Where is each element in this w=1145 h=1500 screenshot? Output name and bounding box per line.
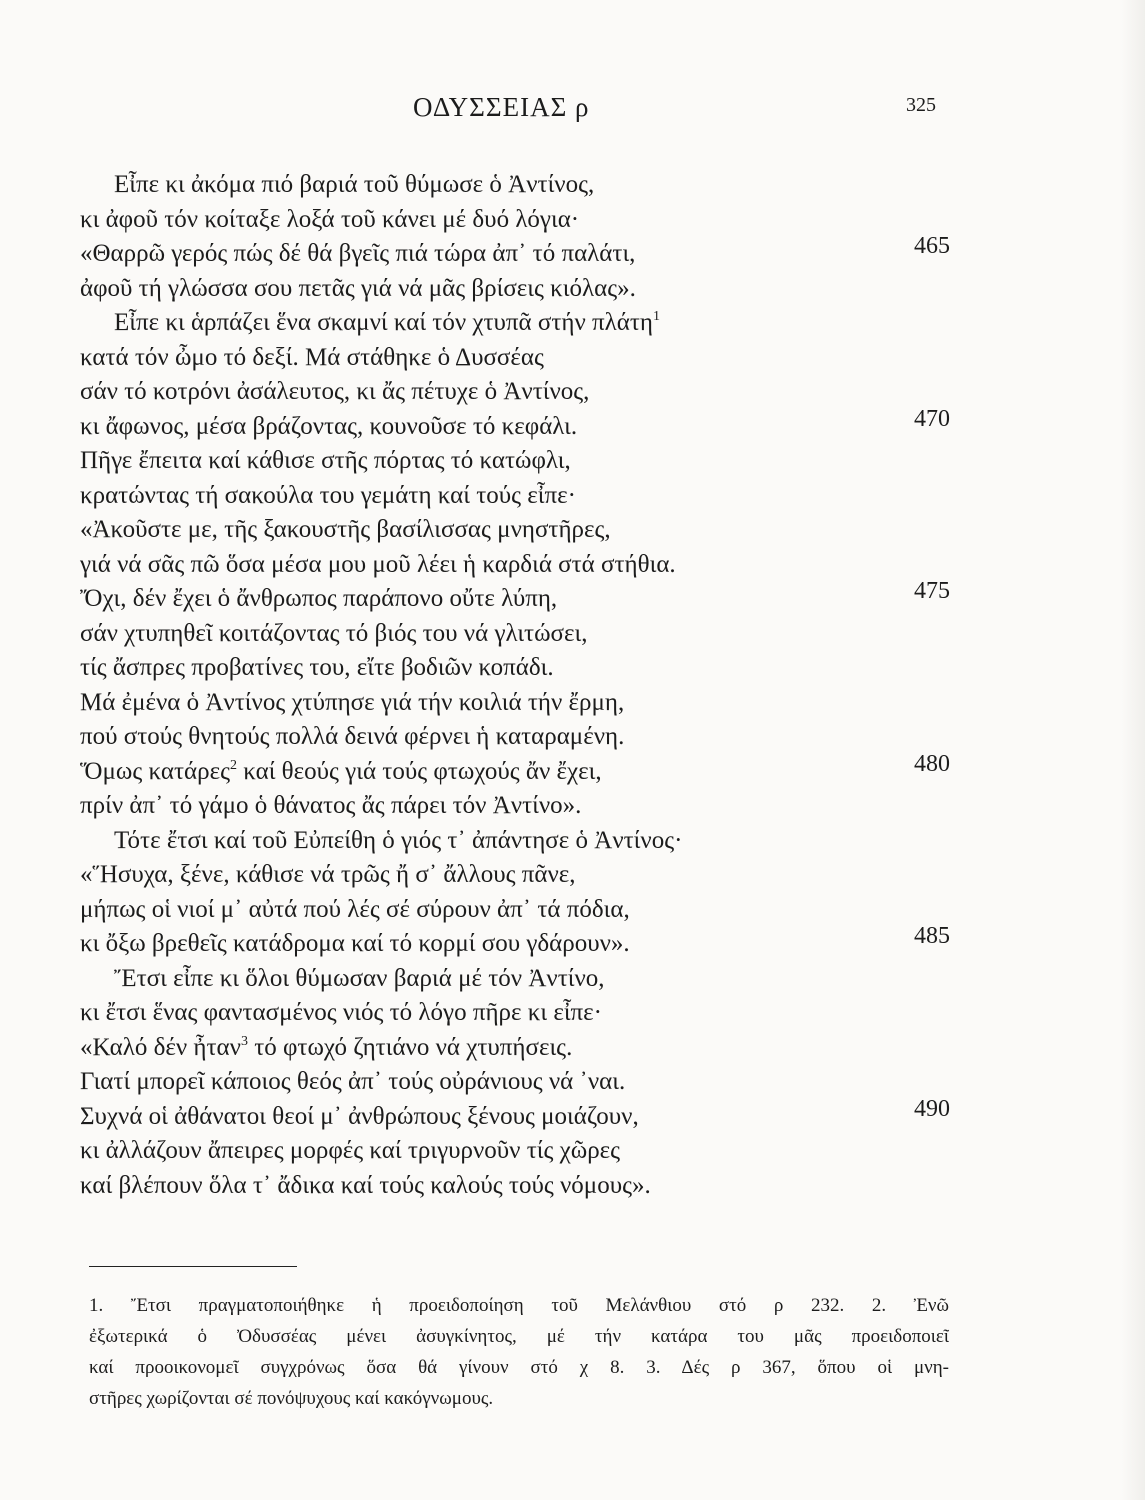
footnote-marker: 3 <box>240 1033 248 1049</box>
verse-line <box>80 1095 960 1135</box>
verse-line <box>80 375 960 410</box>
verse-main-text: Ὄχι, δέν ἔχει ὁ ἄνθρωπος παράπονο οὔτε λύπη, <box>80 585 558 612</box>
verse-line <box>80 617 960 652</box>
verse-text <box>80 965 605 992</box>
verse-text <box>80 378 589 405</box>
verse-text <box>80 344 544 371</box>
verse-text <box>80 482 576 509</box>
verse-main-text: κι ἔτσι ἕνας φαντασμένος νιός τό λόγο πῆρε κι εἶπε· <box>80 999 602 1026</box>
verse-text <box>80 758 602 785</box>
verse-main-text: «Θαρρῶ γερός πώς δέ θά βγεῖς πιά τώρα ἀπ᾽ τό παλάτι, <box>80 240 636 267</box>
verse-main-text: κι ἀφοῦ τόν κοίταξε λοξά τοῦ κάνει μέ δυό λόγια· <box>80 205 580 233</box>
verse-line <box>80 233 960 272</box>
footnote-line: ἐξωτερικά ὁ Ὀδυσσέας μένει ἀσυγκίνητος, μέ τήν κατάρα του μᾶς προειδοποιεῖ <box>89 1326 949 1347</box>
verse-text <box>80 413 577 440</box>
verse-text <box>80 1137 620 1164</box>
verse-main-text: «Ἀκοῦστε με, τῆς ξακουστῆς βασίλισσας μνηστῆρες, <box>80 516 611 543</box>
verse-line <box>80 203 960 238</box>
verse-line <box>80 479 960 514</box>
verse-line <box>80 996 960 1031</box>
verse-line <box>80 651 960 686</box>
verse-main-text: Γιατί μπορεῖ κάποιος θεός ἀπ᾽ τούς οὐράνιους νά ᾽ναι. <box>80 1068 626 1095</box>
verse-main-text: πρίν ἀπ᾽ τό γάμο ὁ θάνατος ἄς πάρει τόν Ἀντίνο». <box>80 792 582 819</box>
verse-line <box>80 272 960 307</box>
footnote-marker: 1 <box>653 309 661 324</box>
verse-text <box>80 206 579 233</box>
verse-main-text: Τότε ἔτσι καί τοῦ Εὐπείθη ὁ γιός τ᾽ ἀπάντησε ὁ Ἀντίνος· <box>114 826 683 854</box>
verse-line <box>80 750 960 790</box>
verse-text <box>80 275 636 302</box>
verse-main-text: Συχνά οἱ ἀθάνατοι θεοί μ᾽ ἀνθρώπους ξένους μοιάζουν, <box>80 1102 639 1130</box>
verse-line <box>80 1169 960 1204</box>
verse-line <box>80 824 960 859</box>
verse-number: 490 <box>914 1095 950 1122</box>
verse-text <box>80 309 660 336</box>
verse-text <box>80 827 682 854</box>
verse-block <box>80 168 960 1203</box>
verse-text <box>80 240 635 267</box>
verse-line <box>80 1065 960 1100</box>
verse-line <box>80 548 960 583</box>
verse-line <box>80 720 960 755</box>
verse-line <box>80 893 960 928</box>
verse-line <box>80 1134 960 1169</box>
verse-text <box>80 171 594 198</box>
verse-number: 485 <box>914 923 950 949</box>
verse-line <box>80 341 960 376</box>
verse-main-text: Εἶπε κι ἁρπάζει ἕνα σκαμνί καί τόν χτυπᾶ στήν πλάτη <box>114 309 654 336</box>
verse-text <box>80 896 630 923</box>
verse-main-text: Μά ἐμένα ὁ Ἀντίνος χτύπησε γιά τήν κοιλιά τήν ἔρμη, <box>80 688 625 716</box>
verse-line <box>80 789 960 824</box>
verse-line <box>80 578 960 617</box>
footnote-line: στῆρες χωρίζονται σέ πονόψυχους καί κακόγνωμους. <box>89 1388 494 1409</box>
verse-line <box>80 168 960 203</box>
verse-line <box>80 513 960 548</box>
verse-main-text: Εἶπε κι ἀκόμα πιό βαριά τοῦ θύμωσε ὁ Ἀντίνος, <box>114 171 595 198</box>
footnote-marker: 2 <box>229 757 237 773</box>
verse-text <box>80 585 557 612</box>
page-number: 325 <box>906 94 936 116</box>
verse-text <box>80 551 676 578</box>
verse-main-text: τίς ἄσπρες προβατίνες του, εἴτε βοδιῶν κοπάδι. <box>80 654 554 681</box>
footnote-line: καί προοικονομεῖ συγχρόνως ὅσα θά γίνουν στό χ 8. 3. Δές ρ 367, ὅπου οἱ μνη- <box>89 1357 949 1378</box>
verse-line <box>80 405 960 445</box>
verse-line <box>80 306 960 341</box>
verse-text <box>80 1172 651 1199</box>
verse-main-text: κατά τόν ὦμο τό δεξί. Μά στάθηκε ὁ Δυσσέας <box>80 343 544 371</box>
verse-main-text: καί βλέπουν ὅλα τ᾽ ἄδικα καί τούς καλούς τούς νόμους». <box>80 1171 651 1199</box>
verse-text <box>80 1034 572 1061</box>
footnote-line: 1. Ἔτσι πραγματοποιήθηκε ἡ προειδοποίηση τοῦ Μελάνθιου στό ρ 232. 2. Ἐνῶ <box>89 1295 949 1316</box>
verse-main-text: Ἔτσι εἶπε κι ὅλοι θύμωσαν βαριά μέ τόν Ἀντίνο, <box>114 964 605 992</box>
verse-text <box>80 999 602 1026</box>
verse-main-text: κι ἀλλάζουν ἄπειρες μορφές καί τριγυρνοῦν τίς χῶρες <box>80 1137 621 1164</box>
verse-line <box>80 444 960 479</box>
verse-main-text: σάν τό κοτρόνι ἀσάλευτος, κι ἄς πέτυχε ὁ Ἀντίνος, <box>80 378 590 405</box>
verse-text <box>80 1103 639 1130</box>
verse-line <box>80 858 960 893</box>
verse-number: 470 <box>914 405 950 432</box>
verse-text <box>80 792 581 819</box>
verse-number: 480 <box>914 750 950 777</box>
page-header <box>0 92 1145 128</box>
verse-number: 465 <box>914 233 950 259</box>
verse-text <box>80 620 588 647</box>
verse-continuation-text: καί θεούς γιά τούς φτωχούς ἄν ἔχει, <box>236 757 602 785</box>
verse-continuation-text: τό φτωχό ζητιάνο νά χτυπήσεις. <box>247 1033 573 1061</box>
verse-main-text: «Ἥσυχα, ξένε, κάθισε νά τρῶς ἤ σ᾽ ἄλλους πᾶνε, <box>80 861 576 888</box>
verse-text <box>80 861 576 888</box>
verse-main-text: σάν χτυπηθεῖ κοιτάζοντας τό βιός του νά γλιτώσει, <box>80 619 588 647</box>
verse-main-text: «Καλό δέν ἦταν <box>80 1033 241 1061</box>
verse-main-text: ἀφοῦ τή γλώσσα σου πετᾶς γιά νά μᾶς βρίσεις κιόλας». <box>80 274 636 302</box>
verse-text <box>80 689 624 716</box>
verse-text <box>80 930 630 957</box>
verse-line <box>80 923 960 962</box>
verse-line <box>80 962 960 997</box>
verse-text <box>80 654 554 681</box>
verse-main-text: μήπως οἱ νιοί μ᾽ αὐτά πού λές σέ σύρουν ἀπ᾽ τά πόδια, <box>80 895 630 923</box>
page-edge-shadow <box>1121 0 1145 1500</box>
verse-number: 475 <box>914 578 950 604</box>
verse-text <box>80 516 611 543</box>
verse-text <box>80 447 571 474</box>
verse-line <box>80 1031 960 1066</box>
verse-text <box>80 1068 625 1095</box>
verse-text <box>80 723 624 750</box>
verse-main-text: γιά νά σᾶς πῶ ὅσα μέσα μου μοῦ λέει ἡ καρδιά στά στήθια. <box>80 550 676 578</box>
verse-main-text: Ὅμως κατάρες <box>80 757 230 785</box>
verse-line <box>80 686 960 721</box>
verse-main-text: κι ἄφωνος, μέσα βράζοντας, κουνοῦσε τό κεφάλι. <box>80 412 578 440</box>
running-title: ΟΔΥΣΣΕΙΑΣ ρ <box>413 92 590 122</box>
verse-main-text: Πῆγε ἔπειτα καί κάθισε στῆς πόρτας τό κατώφλι, <box>80 447 571 474</box>
verse-main-text: κρατώντας τή σακούλα του γεμάτη καί τούς εἶπε· <box>80 481 576 509</box>
verse-main-text: πού στούς θνητούς πολλά δεινά φέρνει ἡ καταραμένη. <box>80 723 625 750</box>
footnote-divider <box>89 1266 297 1267</box>
footnotes <box>89 1290 949 1414</box>
verse-main-text: κι ὄξω βρεθεῖς κατάδρομα καί τό κορμί σου γδάρουν». <box>80 930 630 957</box>
